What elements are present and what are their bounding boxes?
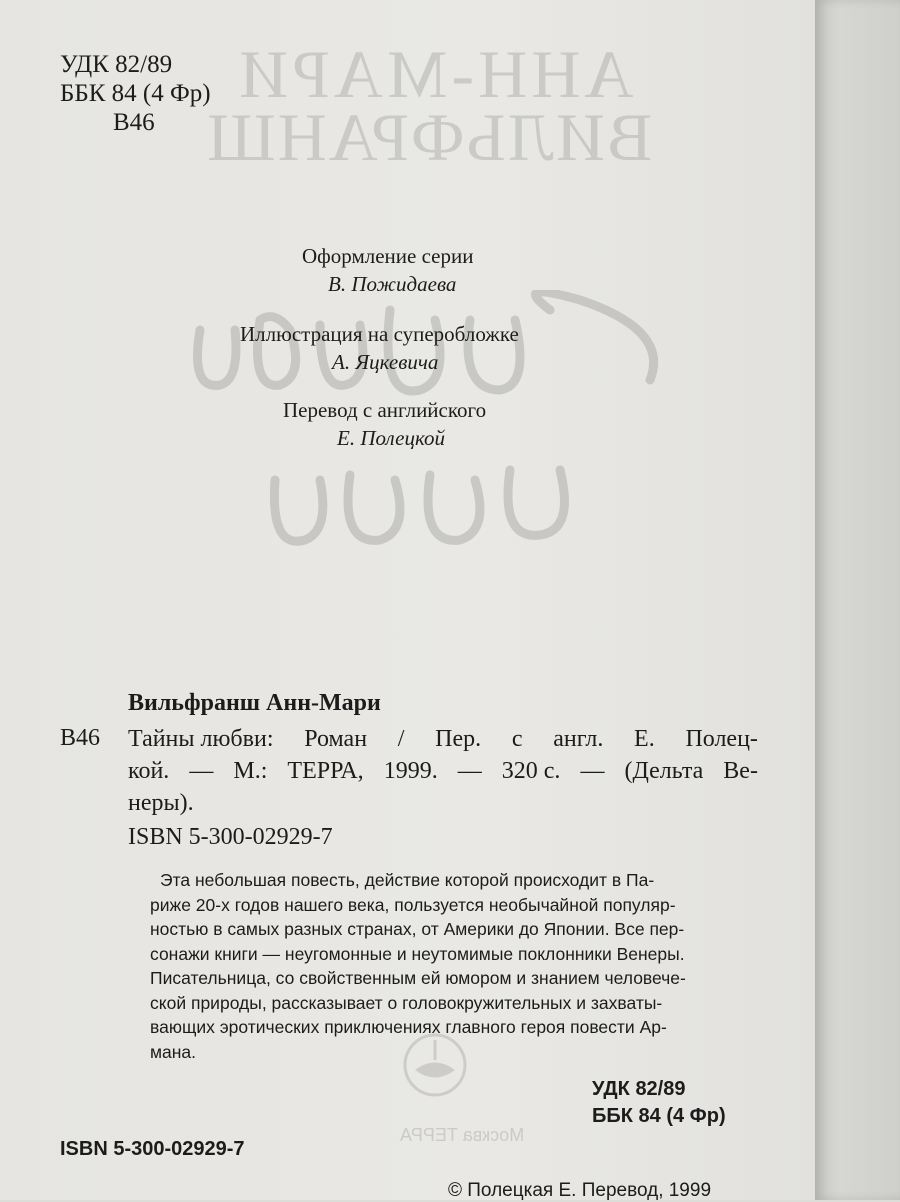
udk-code: УДК 82/89	[60, 51, 173, 78]
catalog-word: с	[511, 726, 523, 752]
catalog-line	[128, 755, 758, 787]
credit-name-translation: Е. Полецкой	[337, 426, 445, 450]
abstract-line: риже 20-х годов нашего века, пользуется необычайной популяр-	[150, 894, 676, 915]
footer-bbk-code: ББК 84 (4 Фр)	[592, 1105, 726, 1127]
credit-name-series: В. Пожидаева	[328, 272, 457, 296]
catalog-word: —	[457, 758, 482, 784]
catalog-word: М.:	[233, 758, 268, 784]
abstract-line: ностью в самых разных странах, от Америки до Японии. Все пер-	[150, 919, 685, 939]
copyright-notice: © Полецкая Е. Перевод, 1999	[448, 1180, 712, 1201]
catalog-word: Пер.	[435, 726, 482, 752]
abstract-line: мана.	[150, 1041, 197, 1062]
abstract	[150, 868, 750, 1064]
catalog-author: Вильфранш Анн-Мари	[128, 690, 381, 716]
catalog-word: англ.	[553, 726, 604, 752]
bleed-through-author-last: ВИЛЬФРАНШ	[205, 99, 653, 175]
bbk-code: ББК 84 (4 Фр)	[60, 80, 211, 107]
adjacent-page-edge	[815, 0, 900, 1200]
catalog-word: кой.	[128, 758, 170, 784]
abstract-line: вающих эротических приключениях главного героя повести Ар-	[150, 1017, 667, 1037]
bleed-through-author-first: АНН-МАРИ	[235, 36, 634, 112]
footer-isbn: ISBN 5-300-02929-7	[60, 1138, 245, 1160]
footer-udk-code: УДК 82/89	[592, 1078, 686, 1100]
classification-codes	[60, 50, 211, 137]
author-mark: В46	[113, 109, 155, 136]
catalog-word: Ве-	[723, 758, 758, 784]
credit-label-series: Оформление серии	[302, 244, 474, 268]
catalog-word: —	[189, 758, 214, 784]
catalog-word: 320 с.	[501, 758, 561, 784]
catalog-mark: В46	[60, 725, 101, 751]
catalog-isbn: ISBN 5-300-02929-7	[128, 824, 333, 850]
catalog-word: Е.	[634, 726, 655, 752]
catalog-description	[128, 723, 758, 819]
credit-label-translation: Перевод с английского	[283, 398, 487, 422]
abstract-line: сонажи книги — неугомонные и неутомимые поклонники Венеры.	[150, 943, 685, 964]
catalog-word: неры).	[128, 790, 194, 816]
catalog-word: 1999.	[383, 758, 438, 784]
abstract-line: ской природы, рассказывает о головокружительных и захваты-	[150, 992, 663, 1013]
catalog-line	[128, 787, 758, 819]
abstract-line: Эта небольшая повесть, действие которой происходит в Па-	[160, 870, 655, 890]
catalog-word: Тайны любви:	[128, 726, 274, 752]
abstract-line: Писательница, со свойственным ей юмором и знанием человече-	[150, 968, 686, 988]
catalog-word: Полец-	[685, 726, 758, 752]
bleed-through-publisher: Москва ТЕРРА	[400, 1125, 525, 1145]
credit-name-illustration: А. Яцкевича	[332, 350, 439, 374]
catalog-word: /	[397, 726, 405, 752]
catalog-word: —	[580, 758, 605, 784]
catalog-word: ТЕРРА,	[287, 758, 364, 784]
credit-label-illustration: Иллюстрация на суперобложке	[240, 322, 519, 346]
catalog-line	[128, 723, 758, 755]
catalog-word: (Дельта	[624, 758, 704, 784]
footer-classification-codes	[592, 1076, 726, 1130]
catalog-word: Роман	[304, 726, 368, 752]
